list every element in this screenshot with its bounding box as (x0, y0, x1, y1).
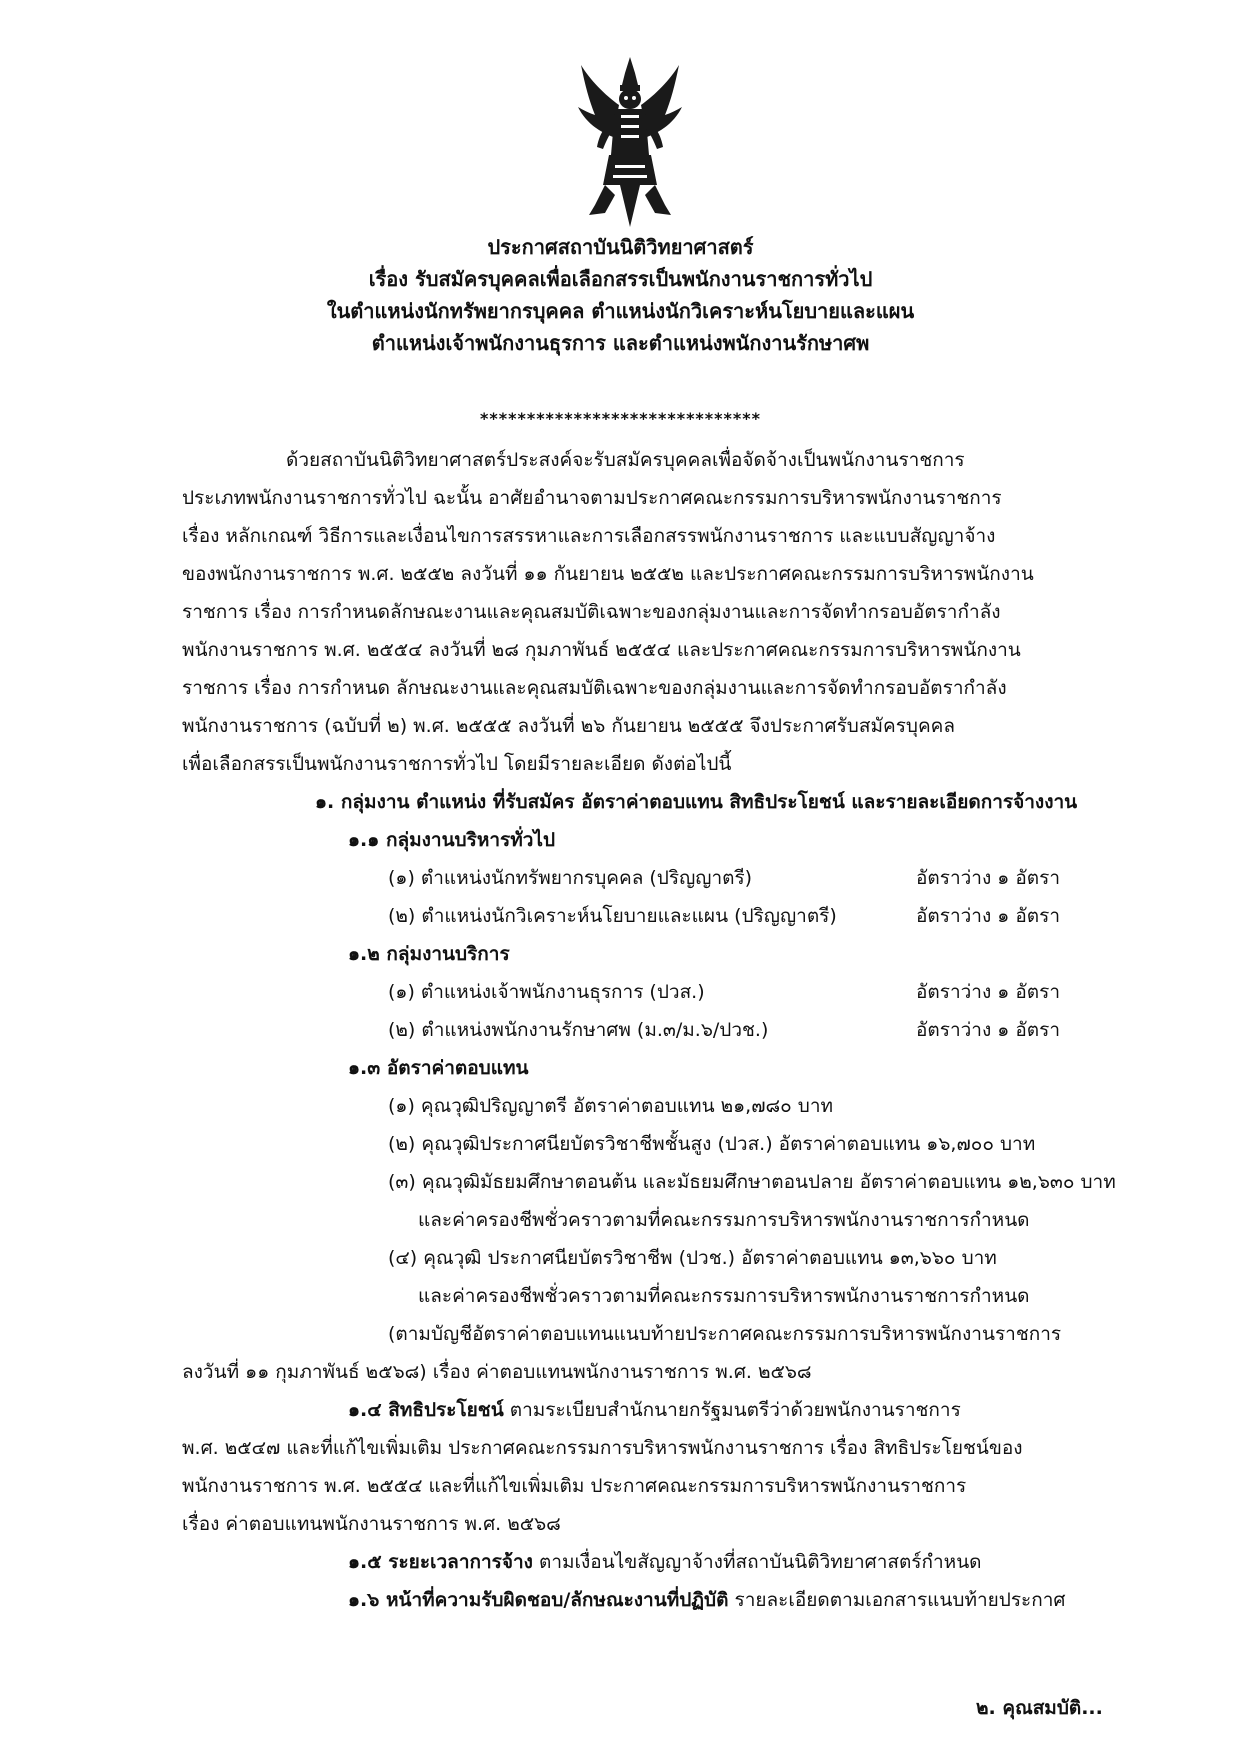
section-1-6-text: รายละเอียดตามเอกสารแนบท้ายประกาศ (728, 1589, 1066, 1611)
intro-line: ของพนักงานราชการ พ.ศ. ๒๕๕๒ ลงวันที่ ๑๑ กันยายน ๒๕๕๒ และประกาศคณะกรรมการบริหารพนักงาน (182, 563, 1034, 585)
section-1-5 (348, 1547, 982, 1577)
announcement-subject: เรื่อง รับสมัครบุคคลเพื่อเลือกสรรเป็นพนักงานราชการทั่วไป (368, 267, 873, 291)
compensation-line: (๒) คุณวุฒิประกาศนียบัตรวิชาชีพชั้นสูง (ปวส.) อัตราค่าตอบแทน ๑๖,๗๐๐ บาท (388, 1133, 1036, 1155)
vacancy-count: อัตราว่าง ๑ อัตรา (916, 1019, 1061, 1041)
intro-line: ราชการ เรื่อง การกำหนดลักษณะงานและคุณสมบัติเฉพาะของกลุ่มงานและการจัดทำกรอบอัตรากำลัง (182, 601, 1001, 623)
section-1-4-heading: ๑.๔ สิทธิประโยชน์ (348, 1399, 504, 1421)
compensation-line: และค่าครองชีพชั่วคราวตามที่คณะกรรมการบริหารพนักงานราชการกำหนด (418, 1285, 1030, 1307)
section-1-4-text: ตามระเบียบสำนักนายกรัฐมนตรีว่าด้วยพนักงานราชการ (503, 1399, 961, 1421)
intro-line: ด้วยสถาบันนิติวิทยาศาสตร์ประสงค์จะรับสมัครบุคคลเพื่อจัดจ้างเป็นพนักงานราชการ (286, 449, 965, 471)
intro-line: พนักงานราชการ พ.ศ. ๒๕๕๔ ลงวันที่ ๒๘ กุมภาพันธ์ ๒๕๕๔ และประกาศคณะกรรมการบริหารพนักงาน (182, 639, 1021, 661)
section-1-4-line: พนักงานราชการ พ.ศ. ๒๕๕๔ และที่แก้ไขเพิ่มเติม ประกาศคณะกรรมการบริหารพนักงานราชการ (182, 1475, 967, 1497)
intro-line: ราชการ เรื่อง การกำหนด ลักษณะงานและคุณสมบัติเฉพาะของกลุ่มงานและการจัดทำกรอบอัตรากำลัง (182, 677, 1007, 699)
continued-marker: ๒. คุณสมบัติ... (976, 1697, 1103, 1719)
garuda-emblem-icon (575, 55, 685, 230)
compensation-line: และค่าครองชีพชั่วคราวตามที่คณะกรรมการบริหารพนักงานราชการกำหนด (418, 1209, 1030, 1231)
section-1-2-heading: ๑.๒ กลุ่มงานบริการ (348, 943, 510, 965)
section-1-3-heading: ๑.๓ อัตราค่าตอบแทน (348, 1057, 529, 1079)
intro-line: เพื่อเลือกสรรเป็นพนักงานราชการทั่วไป โดยมีรายละเอียด ดังต่อไปนี้ (182, 753, 732, 775)
section-1-heading: ๑. กลุ่มงาน ตำแหน่ง ที่รับสมัคร อัตราค่าตอบแทน สิทธิประโยชน์ และรายละเอียดการจ้างงาน (315, 791, 1078, 813)
compensation-note: ลงวันที่ ๑๑ กุมภาพันธ์ ๒๕๖๘) เรื่อง ค่าตอบแทนพนักงานราชการ พ.ศ. ๒๕๖๘ (182, 1361, 812, 1383)
section-1-4-line: พ.ศ. ๒๕๔๗ และที่แก้ไขเพิ่มเติม ประกาศคณะกรรมการบริหารพนักงานราชการ เรื่อง สิทธิประโยชน์ของ (182, 1437, 1023, 1459)
position-item: (๑) ตำแหน่งนักทรัพยากรบุคคล (ปริญญาตรี) (388, 867, 753, 889)
announcement-subject-line-2: ในตำแหน่งนักทรัพยากรบุคคล ตำแหน่งนักวิเคราะห์นโยบายและแผน (326, 299, 915, 323)
position-item: (๑) ตำแหน่งเจ้าพนักงานธุรการ (ปวส.) (388, 981, 705, 1003)
position-item: (๒) ตำแหน่งพนักงานรักษาศพ (ม.๓/ม.๖/ปวช.) (388, 1019, 769, 1041)
vacancy-count: อัตราว่าง ๑ อัตรา (916, 867, 1061, 889)
intro-line: พนักงานราชการ (ฉบับที่ ๒) พ.ศ. ๒๕๕๕ ลงวันที่ ๒๖ กันยายน ๒๕๕๕ จึงประกาศรับสมัครบุคคล (182, 715, 956, 737)
section-1-5-text: ตามเงื่อนไขสัญญาจ้างที่สถาบันนิติวิทยาศาสตร์กำหนด (532, 1551, 982, 1573)
intro-line: เรื่อง หลักเกณฑ์ วิธีการและเงื่อนไขการสรรหาและการเลือกสรรพนักงานราชการ และแบบสัญญาจ้าง (182, 525, 996, 547)
vacancy-count: อัตราว่าง ๑ อัตรา (916, 981, 1061, 1003)
section-1-4-line: เรื่อง ค่าตอบแทนพนักงานราชการ พ.ศ. ๒๕๖๘ (182, 1513, 561, 1535)
position-item: (๒) ตำแหน่งนักวิเคราะห์นโยบายและแผน (ปริญญาตรี) (388, 905, 837, 927)
vacancy-count: อัตราว่าง ๑ อัตรา (916, 905, 1061, 927)
section-1-5-heading: ๑.๕ ระยะเวลาการจ้าง (348, 1551, 533, 1573)
compensation-note: (ตามบัญชีอัตราค่าตอบแทนแนบท้ายประกาศคณะกรรมการบริหารพนักงานราชการ (388, 1323, 1062, 1345)
compensation-line: (๓) คุณวุฒิมัธยมศึกษาตอนต้น และมัธยมศึกษาตอนปลาย อัตราค่าตอบแทน ๑๒,๖๓๐ บาท (388, 1171, 1116, 1193)
section-1-6-heading: ๑.๖ หน้าที่ความรับผิดชอบ/ลักษณะงานที่ปฏิบัติ (348, 1589, 729, 1611)
compensation-line: (๔) คุณวุฒิ ประกาศนียบัตรวิชาชีพ (ปวช.) อัตราค่าตอบแทน ๑๓,๖๖๐ บาท (388, 1247, 997, 1269)
section-1-1-heading: ๑.๑ กลุ่มงานบริหารทั่วไป (348, 829, 556, 851)
title-separator: ****************************** (479, 409, 761, 428)
announcement-title: ประกาศสถาบันนิติวิทยาศาสตร์ (487, 235, 754, 259)
compensation-line: (๑) คุณวุฒิปริญญาตรี อัตราค่าตอบแทน ๒๑,๗๘๐ บาท (388, 1095, 834, 1117)
announcement-subject-line-3: ตำแหน่งเจ้าพนักงานธุรการ และตำแหน่งพนักงานรักษาศพ (371, 331, 870, 355)
section-1-6 (348, 1585, 1065, 1615)
section-1-4 (348, 1395, 961, 1425)
intro-line: ประเภทพนักงานราชการทั่วไป ฉะนั้น อาศัยอำนาจตามประกาศคณะกรรมการบริหารพนักงานราชการ (182, 487, 1002, 509)
